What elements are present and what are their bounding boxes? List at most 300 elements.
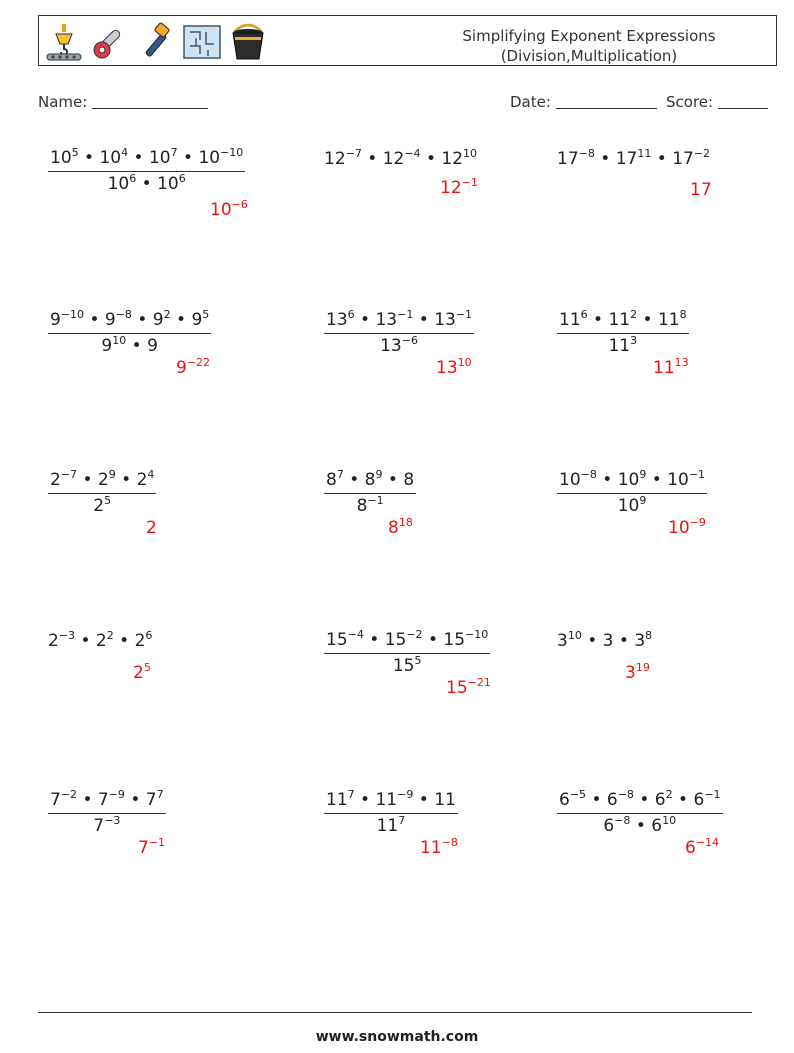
exponent: 19 xyxy=(635,661,650,674)
exponent: 9 xyxy=(375,468,383,481)
multiply-dot: • xyxy=(75,631,96,651)
exponent: −9 xyxy=(108,788,125,801)
exponent: −8 xyxy=(580,468,597,481)
multiply-dot: • xyxy=(115,470,137,490)
multiply-dot: • xyxy=(382,470,404,490)
date-label: Date: xyxy=(510,93,551,111)
exponent: −8 xyxy=(614,814,631,827)
exponent: −10 xyxy=(220,146,244,159)
exponent: 2 xyxy=(106,629,114,642)
power-term xyxy=(93,496,111,516)
chainsaw-icon xyxy=(90,22,130,62)
multiply-dot: • xyxy=(646,470,668,490)
pipe-wrench-icon xyxy=(136,22,176,62)
base: 2 xyxy=(50,470,61,490)
base: 12 xyxy=(382,149,405,169)
base: 12 xyxy=(324,149,346,169)
name-blank[interactable] xyxy=(92,94,208,109)
crane-hook-icon xyxy=(44,22,84,62)
denominator xyxy=(48,333,211,356)
exponent: 10 xyxy=(463,147,478,160)
problem-6 xyxy=(557,310,689,356)
base: 11 xyxy=(559,310,581,330)
denominator xyxy=(324,493,416,516)
score-blank[interactable] xyxy=(718,94,768,109)
base: 13 xyxy=(436,358,458,378)
fraction xyxy=(48,790,166,836)
exponent: −1 xyxy=(688,468,706,481)
base: 2 xyxy=(133,663,144,683)
multiply-dot: • xyxy=(633,790,655,810)
power-term xyxy=(50,310,84,330)
base: 10 xyxy=(210,200,232,220)
problem-4 xyxy=(48,310,211,356)
power-term xyxy=(693,790,720,810)
multiply-dot: • xyxy=(596,470,618,490)
base: 10 xyxy=(50,148,72,168)
exponent: 2 xyxy=(163,308,171,321)
answer-term xyxy=(690,180,712,200)
problem-7 xyxy=(48,470,156,516)
power-term xyxy=(380,336,418,356)
exponent: 3 xyxy=(630,334,638,347)
product-expression xyxy=(48,630,152,651)
multiply-dot: • xyxy=(586,790,607,810)
exponent: −10 xyxy=(60,308,85,321)
maze-icon xyxy=(182,22,222,62)
base: 8 xyxy=(388,518,399,538)
multiply-dot: • xyxy=(651,149,673,169)
base: 8 xyxy=(403,470,415,490)
answer-6 xyxy=(653,358,689,378)
exponent: 7 xyxy=(170,146,178,159)
answer-term xyxy=(210,200,248,220)
answer-term xyxy=(138,838,165,858)
fraction xyxy=(48,148,245,194)
multiply-dot: • xyxy=(136,174,158,194)
exponent: 8 xyxy=(679,308,687,321)
multiply-dot: • xyxy=(177,148,199,168)
problem-5 xyxy=(324,310,474,356)
base: 17 xyxy=(672,149,694,169)
answer-2 xyxy=(440,178,478,198)
exponent: −22 xyxy=(186,356,211,369)
denominator xyxy=(557,493,707,516)
power-term xyxy=(326,310,355,330)
base: 9 xyxy=(147,336,158,356)
base: 13 xyxy=(375,310,398,330)
answer-14 xyxy=(420,838,458,858)
worksheet-title xyxy=(439,26,739,66)
base: 3 xyxy=(625,663,636,683)
exponent: 5 xyxy=(414,654,422,667)
title-line-1: Simplifying Exponent Expressions xyxy=(462,27,716,45)
power-term xyxy=(377,816,406,836)
base: 8 xyxy=(364,470,376,490)
power-term xyxy=(603,631,614,651)
numerator xyxy=(48,790,166,813)
power-term xyxy=(96,631,114,651)
power-term xyxy=(607,790,634,810)
multiply-dot: • xyxy=(637,310,658,330)
score-field[interactable] xyxy=(666,93,768,111)
exponent: −1 xyxy=(397,308,414,321)
base: 10 xyxy=(617,470,640,490)
power-term xyxy=(434,310,472,330)
base: 10 xyxy=(667,470,689,490)
answer-term xyxy=(420,838,458,858)
multiply-dot: • xyxy=(581,631,603,651)
denominator xyxy=(48,493,156,516)
denominator xyxy=(324,653,490,676)
power-term xyxy=(403,470,414,490)
problem-13 xyxy=(48,790,166,836)
base: 2 xyxy=(48,631,59,651)
exponent: −3 xyxy=(58,629,76,642)
base: 11 xyxy=(608,310,631,330)
multiply-dot: • xyxy=(594,149,616,169)
numerator xyxy=(48,470,156,493)
exponent: −8 xyxy=(578,147,595,160)
numerator xyxy=(557,310,689,333)
base: 2 xyxy=(136,470,148,490)
multiply-dot: • xyxy=(587,310,609,330)
base: 6 xyxy=(654,790,666,810)
answer-5 xyxy=(436,358,472,378)
exponent: 11 xyxy=(637,147,652,160)
base: 6 xyxy=(693,790,705,810)
base: 7 xyxy=(138,838,149,858)
exponent: −9 xyxy=(397,788,414,801)
answer-term xyxy=(146,518,157,538)
answer-10 xyxy=(133,663,151,683)
base: 12 xyxy=(440,178,462,198)
base: 2 xyxy=(146,518,157,538)
exponent: −1 xyxy=(461,176,478,189)
multiply-dot: • xyxy=(422,630,444,650)
answer-3 xyxy=(690,180,712,200)
denominator xyxy=(557,813,723,836)
fraction xyxy=(48,310,211,356)
multiply-dot: • xyxy=(78,148,100,168)
power-term xyxy=(441,149,477,169)
base: 7 xyxy=(97,790,109,810)
base: 8 xyxy=(326,470,337,490)
base: 6 xyxy=(606,790,618,810)
base: 7 xyxy=(50,790,61,810)
power-term xyxy=(618,470,647,490)
power-term xyxy=(557,631,582,651)
base: 15 xyxy=(446,678,468,698)
base: 10 xyxy=(198,148,221,168)
answer-9 xyxy=(668,518,706,538)
problem-11 xyxy=(324,630,490,676)
exponent: 10 xyxy=(112,334,127,347)
base: 13 xyxy=(326,310,348,330)
base: 2 xyxy=(95,631,107,651)
answer-4 xyxy=(176,358,210,378)
exponent: 8 xyxy=(645,629,653,642)
score-label: Score: xyxy=(666,93,714,111)
base: 15 xyxy=(384,630,407,650)
multiply-dot: • xyxy=(126,336,148,356)
answer-8 xyxy=(388,518,413,538)
exponent: −6 xyxy=(231,198,248,211)
power-term xyxy=(393,656,422,676)
multiply-dot: • xyxy=(124,790,146,810)
exponent: −1 xyxy=(367,494,384,507)
base: 11 xyxy=(653,358,675,378)
base: 2 xyxy=(134,631,146,651)
power-term xyxy=(48,631,75,651)
power-term xyxy=(191,310,209,330)
power-term xyxy=(667,470,705,490)
exponent: 5 xyxy=(143,661,151,674)
exponent: 7 xyxy=(398,814,406,827)
answer-term xyxy=(440,178,478,198)
exponent: −4 xyxy=(347,628,364,641)
problem-10 xyxy=(48,630,152,651)
multiply-dot: • xyxy=(413,310,435,330)
exponent: 7 xyxy=(347,788,355,801)
footer-divider xyxy=(38,1012,752,1013)
problem-3 xyxy=(557,148,710,169)
multiply-dot: • xyxy=(343,470,365,490)
base: 12 xyxy=(441,149,464,169)
base: 13 xyxy=(434,310,456,330)
base: 10 xyxy=(148,148,171,168)
power-term xyxy=(557,149,595,169)
exponent: 6 xyxy=(580,308,588,321)
power-term xyxy=(108,174,137,194)
fraction xyxy=(48,470,156,516)
exponent: −4 xyxy=(404,147,421,160)
base: 6 xyxy=(651,816,663,836)
power-term xyxy=(157,174,186,194)
power-term xyxy=(559,470,597,490)
base: 9 xyxy=(152,310,164,330)
power-term xyxy=(105,310,132,330)
power-term xyxy=(603,816,630,836)
power-term xyxy=(365,470,383,490)
exponent: −2 xyxy=(60,788,78,801)
power-term xyxy=(608,336,637,356)
power-term xyxy=(357,496,384,516)
exponent: 9 xyxy=(639,494,647,507)
exponent: −8 xyxy=(441,836,458,849)
multiply-dot: • xyxy=(413,790,435,810)
base: 3 xyxy=(602,631,614,651)
answer-12 xyxy=(625,663,650,683)
exponent: −1 xyxy=(148,836,166,849)
base: 15 xyxy=(326,630,348,650)
exponent: 5 xyxy=(202,308,210,321)
power-term xyxy=(434,790,456,810)
power-term xyxy=(135,631,153,651)
answer-13 xyxy=(138,838,165,858)
exponent: 18 xyxy=(398,516,413,529)
multiply-dot: • xyxy=(363,630,385,650)
base: 9 xyxy=(104,310,116,330)
power-term xyxy=(98,790,125,810)
base: 3 xyxy=(557,631,568,651)
base: 11 xyxy=(375,790,398,810)
exponent: 6 xyxy=(347,308,355,321)
exponent: −14 xyxy=(695,836,720,849)
answer-term xyxy=(685,838,719,858)
base: 10 xyxy=(157,174,179,194)
fraction xyxy=(324,470,416,516)
exponent: 10 xyxy=(457,356,472,369)
fraction xyxy=(324,630,490,676)
exponent: −10 xyxy=(465,628,489,641)
exponent: −2 xyxy=(693,147,711,160)
power-term xyxy=(672,149,710,169)
problem-9 xyxy=(557,470,707,516)
product-expression xyxy=(557,148,710,169)
multiply-dot: • xyxy=(170,310,192,330)
answer-term xyxy=(625,663,650,683)
name-label: Name: xyxy=(38,93,88,111)
multiply-dot: • xyxy=(420,149,442,169)
multiply-dot: • xyxy=(630,816,652,836)
multiply-dot: • xyxy=(361,149,383,169)
multiply-dot: • xyxy=(113,631,135,651)
base: 9 xyxy=(176,358,187,378)
answer-11 xyxy=(446,678,491,698)
exponent: 6 xyxy=(145,629,153,642)
base: 17 xyxy=(690,180,712,200)
power-term xyxy=(149,148,178,168)
exponent: −21 xyxy=(467,676,491,689)
base: 10 xyxy=(107,174,130,194)
base: 11 xyxy=(326,790,348,810)
base: 11 xyxy=(420,838,442,858)
denominator xyxy=(324,813,458,836)
numerator xyxy=(324,470,416,493)
power-term xyxy=(324,149,362,169)
power-term xyxy=(50,470,77,490)
denominator xyxy=(48,171,245,194)
power-term xyxy=(99,148,128,168)
numerator xyxy=(324,790,458,813)
base: 15 xyxy=(443,630,466,650)
problem-12 xyxy=(557,630,652,651)
power-term xyxy=(326,790,355,810)
problem-14 xyxy=(324,790,458,836)
exponent: 4 xyxy=(147,468,155,481)
problem-15 xyxy=(557,790,723,836)
exponent: 6 xyxy=(178,172,186,185)
multiply-dot: • xyxy=(77,470,98,490)
numerator xyxy=(557,470,707,493)
numerator xyxy=(48,310,211,333)
denominator xyxy=(48,813,166,836)
exponent: 2 xyxy=(630,308,638,321)
power-term xyxy=(101,336,126,356)
answer-term xyxy=(176,358,210,378)
denominator xyxy=(324,333,474,356)
power-term xyxy=(655,790,673,810)
power-term xyxy=(658,310,687,330)
answer-term xyxy=(133,663,151,683)
fraction xyxy=(324,790,458,836)
footer-website: www.snowmath.com xyxy=(315,1029,479,1045)
base: 7 xyxy=(93,816,105,836)
multiply-dot: • xyxy=(354,790,376,810)
power-term xyxy=(651,816,676,836)
base: 11 xyxy=(608,336,631,356)
power-term xyxy=(443,630,488,650)
power-term xyxy=(93,816,120,836)
base: 11 xyxy=(657,310,680,330)
date-blank[interactable] xyxy=(556,94,657,109)
power-term xyxy=(616,149,652,169)
base: 15 xyxy=(392,656,415,676)
worksheet-header xyxy=(38,15,777,66)
exponent: −7 xyxy=(60,468,78,481)
header-icons xyxy=(44,22,268,62)
exponent: −3 xyxy=(104,814,121,827)
base: 2 xyxy=(97,470,109,490)
base: 7 xyxy=(145,790,157,810)
exponent: 10 xyxy=(567,629,582,642)
exponent: 9 xyxy=(639,468,647,481)
power-term xyxy=(385,630,423,650)
exponent: 7 xyxy=(156,788,164,801)
power-term xyxy=(326,630,364,650)
exponent: 2 xyxy=(665,788,673,801)
power-term xyxy=(50,790,77,810)
power-term xyxy=(559,310,588,330)
base: 9 xyxy=(101,336,113,356)
power-term xyxy=(153,310,171,330)
base: 11 xyxy=(376,816,399,836)
power-term xyxy=(375,310,413,330)
base: 10 xyxy=(617,496,640,516)
denominator xyxy=(557,333,689,356)
date-field[interactable] xyxy=(510,93,657,111)
multiply-dot: • xyxy=(672,790,694,810)
exponent: −7 xyxy=(345,147,362,160)
base: 6 xyxy=(603,816,615,836)
base: 8 xyxy=(356,496,368,516)
answer-term xyxy=(388,518,413,538)
answer-term xyxy=(668,518,706,538)
base: 10 xyxy=(668,518,690,538)
fraction xyxy=(557,310,689,356)
base: 6 xyxy=(559,790,570,810)
title-line-2: (Division,Multiplication) xyxy=(500,47,678,65)
name-field[interactable] xyxy=(38,93,208,111)
numerator xyxy=(557,790,723,813)
problem-1 xyxy=(48,148,245,194)
exponent: 10 xyxy=(662,814,677,827)
exponent: 5 xyxy=(104,494,112,507)
exponent: −5 xyxy=(569,788,587,801)
bucket-icon xyxy=(228,22,268,62)
base: 13 xyxy=(380,336,402,356)
exponent: 13 xyxy=(674,356,689,369)
problem-2 xyxy=(324,148,477,169)
power-term xyxy=(634,631,652,651)
power-term xyxy=(383,149,421,169)
numerator xyxy=(324,310,474,333)
answer-7 xyxy=(146,518,157,538)
power-term xyxy=(608,310,637,330)
multiply-dot: • xyxy=(613,631,635,651)
exponent: −8 xyxy=(617,788,634,801)
